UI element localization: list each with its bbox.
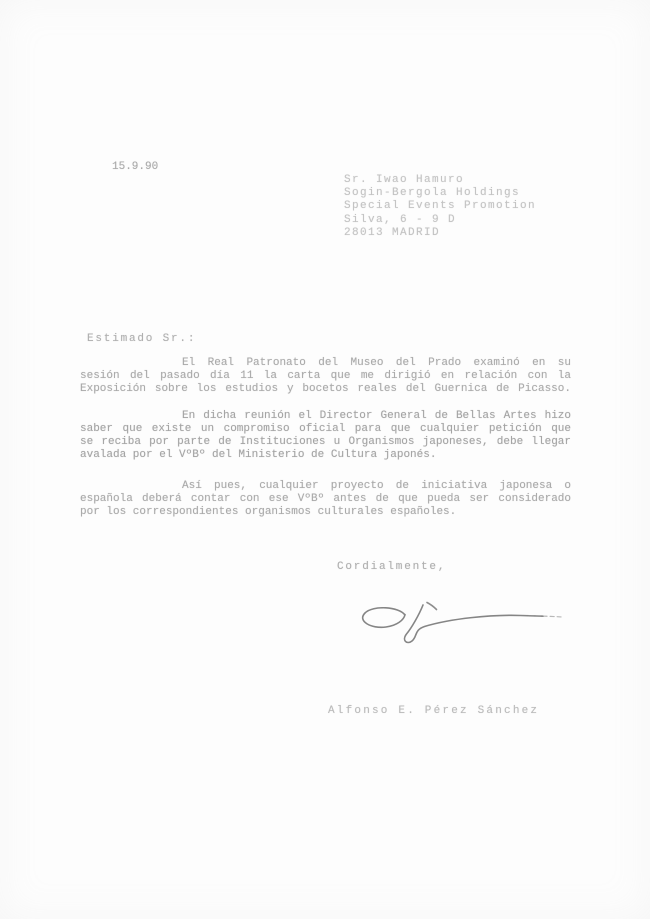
recipient-department: Special Events Promotion xyxy=(344,200,537,213)
paragraph-3 xyxy=(80,480,571,519)
body-line: por los correspondientes organismos culturales españoles. xyxy=(80,506,457,518)
recipient-address xyxy=(344,174,536,240)
recipient-name: Sr. Iwao Hamuro xyxy=(344,174,465,186)
signatory-name: Alfonso E. Pérez Sánchez xyxy=(328,705,540,717)
body-line: sesión del pasado día 11 la carta que me dirigió en relación con la xyxy=(80,370,571,382)
body-line: española deberá contar con ese VºBº antes de que pueda ser considerado xyxy=(80,493,571,505)
paragraph-1 xyxy=(80,357,571,396)
body-line: Exposición sobre los estudios y bocetos reales del Guernica de Picasso. xyxy=(80,383,571,395)
salutation: Estimado Sr.: xyxy=(87,333,197,345)
paragraph-2 xyxy=(80,410,571,462)
closing-salutation: Cordialmente, xyxy=(337,561,447,573)
body-line: avalada por el VºBº del Ministerio de Cultura japonés. xyxy=(80,449,437,461)
body-line: Así pues, cualquier proyecto de iniciativa japonesa o xyxy=(182,480,571,492)
handwritten-signature xyxy=(353,590,571,652)
body-line: saber que existe un compromiso oficial para que cualquier petición que xyxy=(80,423,571,435)
recipient-street: Silva, 6 - 9 D xyxy=(344,213,457,226)
body-line: El Real Patronato del Museo del Prado examinó en su xyxy=(182,357,571,369)
recipient-company: Sogin-Bergola Holdings xyxy=(344,187,521,200)
letter-date: 15.9.90 xyxy=(112,161,159,173)
recipient-city: 28013 MADRID xyxy=(344,226,441,239)
body-line: En dicha reunión el Director General de Bellas Artes hizo xyxy=(182,410,571,422)
body-line: se reciba por parte de Instituciones u Organismos japoneses, debe llegar xyxy=(80,436,571,448)
